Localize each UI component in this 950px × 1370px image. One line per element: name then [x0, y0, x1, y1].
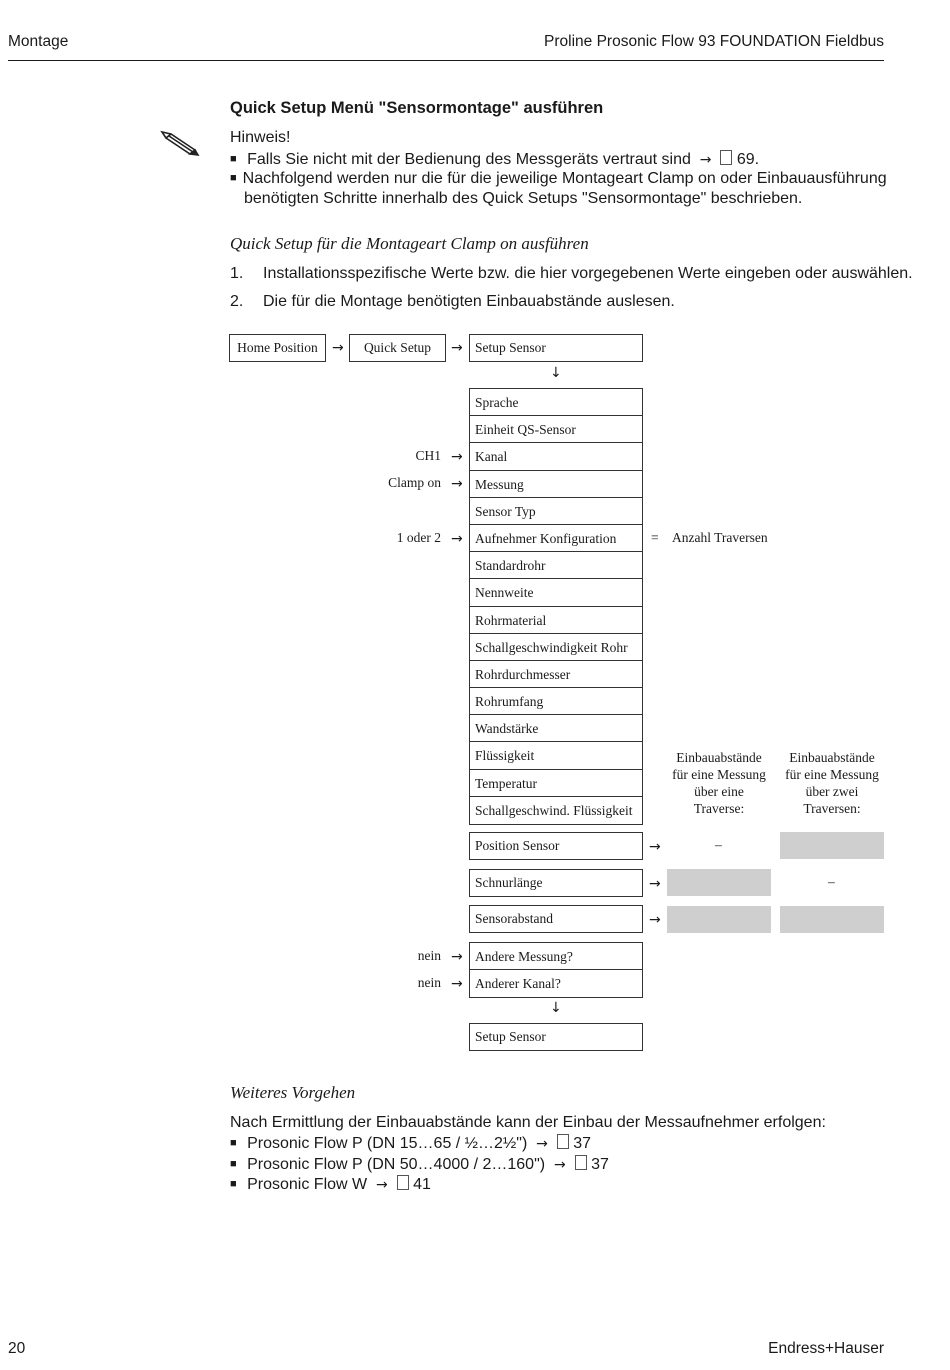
quick-setup-box: Quick Setup	[349, 334, 446, 362]
stack-item-sensor-typ: Sensor Typ	[470, 498, 642, 525]
stack-item-fluessigkeit: Flüssigkeit	[470, 742, 642, 769]
column-header-two-line-2: für eine Messung	[785, 767, 879, 782]
label-1-oder-2: 1 oder 2	[396, 530, 441, 545]
stack-item-schallgeschwind-fluessigkeit: Schallgeschwind. Flüssigkeit	[475, 802, 633, 818]
dash-value: –	[715, 837, 722, 852]
andere-messung-cell: Andere Messung?	[470, 943, 642, 970]
header-product: Proline Prosonic Flow 93 FOUNDATION Fieldbus	[544, 33, 884, 50]
stack-item-rohrdurchmesser: Rohrdurchmesser	[470, 661, 642, 688]
stack-item-aufnehmer-konfiguration: Aufnehmer Konfiguration	[470, 525, 642, 552]
further-heading: Weiteres Vorgehen	[230, 1083, 356, 1102]
arrow-right-icon: →	[451, 976, 463, 992]
question-stack	[469, 942, 643, 998]
home-position-box: Home Position	[229, 334, 326, 362]
stack-item-standardrohr: Standardrohr	[470, 552, 642, 579]
equals-sign: =	[651, 530, 659, 545]
column-header-two-line-1: Einbauabstände	[789, 750, 875, 765]
page-ref-icon	[557, 1134, 569, 1149]
setup-sensor-top-box: Setup Sensor	[469, 334, 643, 362]
further-item-2-ref: 37	[591, 1156, 609, 1173]
note-bullet-2-line-1: ■ Nachfolgend werden nur die für die jeweilige Montageart Clamp on oder Einbauausführung	[230, 169, 887, 191]
stack-item-nennweite: Nennweite	[470, 579, 642, 606]
schnurlaenge-box: Schnurlänge	[469, 869, 643, 897]
subtitle: Quick Setup für die Montageart Clamp on ausführen	[230, 234, 589, 253]
arrow-down-icon: ↓	[550, 1000, 562, 1016]
further-item-3-text: Prosonic Flow W	[247, 1176, 368, 1193]
arrow-right-icon: →	[371, 1177, 393, 1193]
arrow-down-icon: ↓	[550, 365, 562, 381]
label-nein: nein	[417, 975, 441, 990]
column-header-two-traverses	[780, 749, 884, 817]
setup-parameter-stack	[469, 388, 643, 825]
stack-item-rohrmaterial: Rohrmaterial	[470, 607, 642, 634]
stack-item-einheit: Einheit QS-Sensor	[470, 416, 642, 443]
arrow-right-icon: →	[649, 912, 661, 928]
page-number: 20	[8, 1340, 26, 1357]
column-header-one-line-4: Traverse:	[693, 801, 745, 816]
further-item-3-ref: 41	[413, 1176, 431, 1193]
arrow-right-icon: →	[531, 1136, 553, 1152]
stack-item-wandstaerke: Wandstärke	[470, 715, 642, 742]
note-heading: Hinweis!	[230, 129, 291, 146]
page-ref-icon	[575, 1155, 587, 1170]
gray-value-cell	[667, 869, 771, 896]
page-ref-icon	[397, 1175, 409, 1190]
note-bullet-2-line-2: benötigten Schritte innerhalb des Quick Setups "Sensormontage" beschrieben.	[244, 190, 803, 207]
step-2-number: 2.	[230, 293, 244, 310]
gray-value-cell	[667, 906, 771, 933]
section-title: Quick Setup Menü "Sensormontage" ausführen	[230, 99, 604, 117]
further-intro: Nach Ermittlung der Einbauabstände kann der Einbau der Messaufnehmer erfolgen:	[230, 1114, 826, 1131]
label-nein: nein	[417, 948, 441, 963]
dash-value: –	[828, 874, 835, 889]
column-header-one-traverse	[667, 749, 771, 817]
arrow-right-icon: →	[451, 531, 463, 547]
column-header-one-line-3: über eine	[694, 784, 744, 799]
page-ref-icon	[720, 150, 732, 165]
arrow-right-icon: →	[332, 340, 344, 356]
anderer-kanal-cell: Anderer Kanal?	[475, 976, 561, 992]
column-header-one-line-1: Einbauabstände	[676, 750, 762, 765]
label-ch1: CH1	[415, 448, 441, 463]
stack-item-rohrumfang: Rohrumfang	[470, 688, 642, 715]
arrow-right-icon: →	[649, 876, 661, 892]
note-bullet-1-ref: 69.	[736, 151, 760, 168]
footer-brand: Endress+Hauser	[768, 1340, 884, 1357]
gray-value-cell	[780, 832, 884, 859]
arrow-right-icon: →	[451, 476, 463, 492]
arrow-right-icon: →	[451, 449, 463, 465]
further-item-2-text: Prosonic Flow P (DN 50…4000 / 2…160")	[247, 1156, 546, 1173]
header-section: Montage	[8, 33, 69, 50]
stack-item-temperatur: Temperatur	[470, 770, 642, 797]
stack-item-messung: Messung	[470, 471, 642, 498]
stack-item-kanal: Kanal	[470, 443, 642, 470]
setup-sensor-bottom-box: Setup Sensor	[469, 1023, 643, 1051]
header-rule	[8, 60, 884, 61]
anzahl-traversen-label: Anzahl Traversen	[672, 530, 768, 545]
further-item-3	[230, 1174, 431, 1197]
further-item-1	[230, 1133, 591, 1156]
arrow-right-icon: →	[695, 152, 716, 168]
stack-item-sprache: Sprache	[470, 389, 642, 416]
pencil-note-icon	[160, 128, 200, 162]
gray-value-cell	[780, 906, 884, 933]
arrow-right-icon: →	[451, 340, 463, 356]
label-clamp-on: Clamp on	[388, 475, 441, 490]
further-item-1-text: Prosonic Flow P (DN 15…65 / ½…2½")	[247, 1135, 528, 1152]
step-2-text: Die für die Montage benötigten Einbauabstände auslesen.	[263, 293, 675, 310]
position-sensor-box: Position Sensor	[469, 832, 643, 860]
step-1-number: 1.	[230, 265, 244, 282]
step-1-text: Installationsspezifische Werte bzw. die hier vorgegebenen Werte eingeben oder auswählen.	[263, 265, 913, 282]
sensorabstand-box: Sensorabstand	[469, 905, 643, 933]
column-header-two-line-3: über zwei	[805, 784, 859, 799]
note-bullet-1-text: Falls Sie nicht mit der Bedienung des Messgeräts vertraut sind	[247, 151, 691, 168]
column-header-two-line-4: Traversen:	[803, 801, 861, 816]
further-item-1-ref: 37	[573, 1135, 592, 1152]
stack-item-schallgeschwindigkeit-rohr: Schallgeschwindigkeit Rohr	[470, 634, 642, 661]
arrow-right-icon: →	[549, 1157, 571, 1173]
arrow-right-icon: →	[451, 949, 463, 965]
column-header-one-line-2: für eine Messung	[672, 767, 766, 782]
arrow-right-icon: →	[649, 839, 661, 855]
